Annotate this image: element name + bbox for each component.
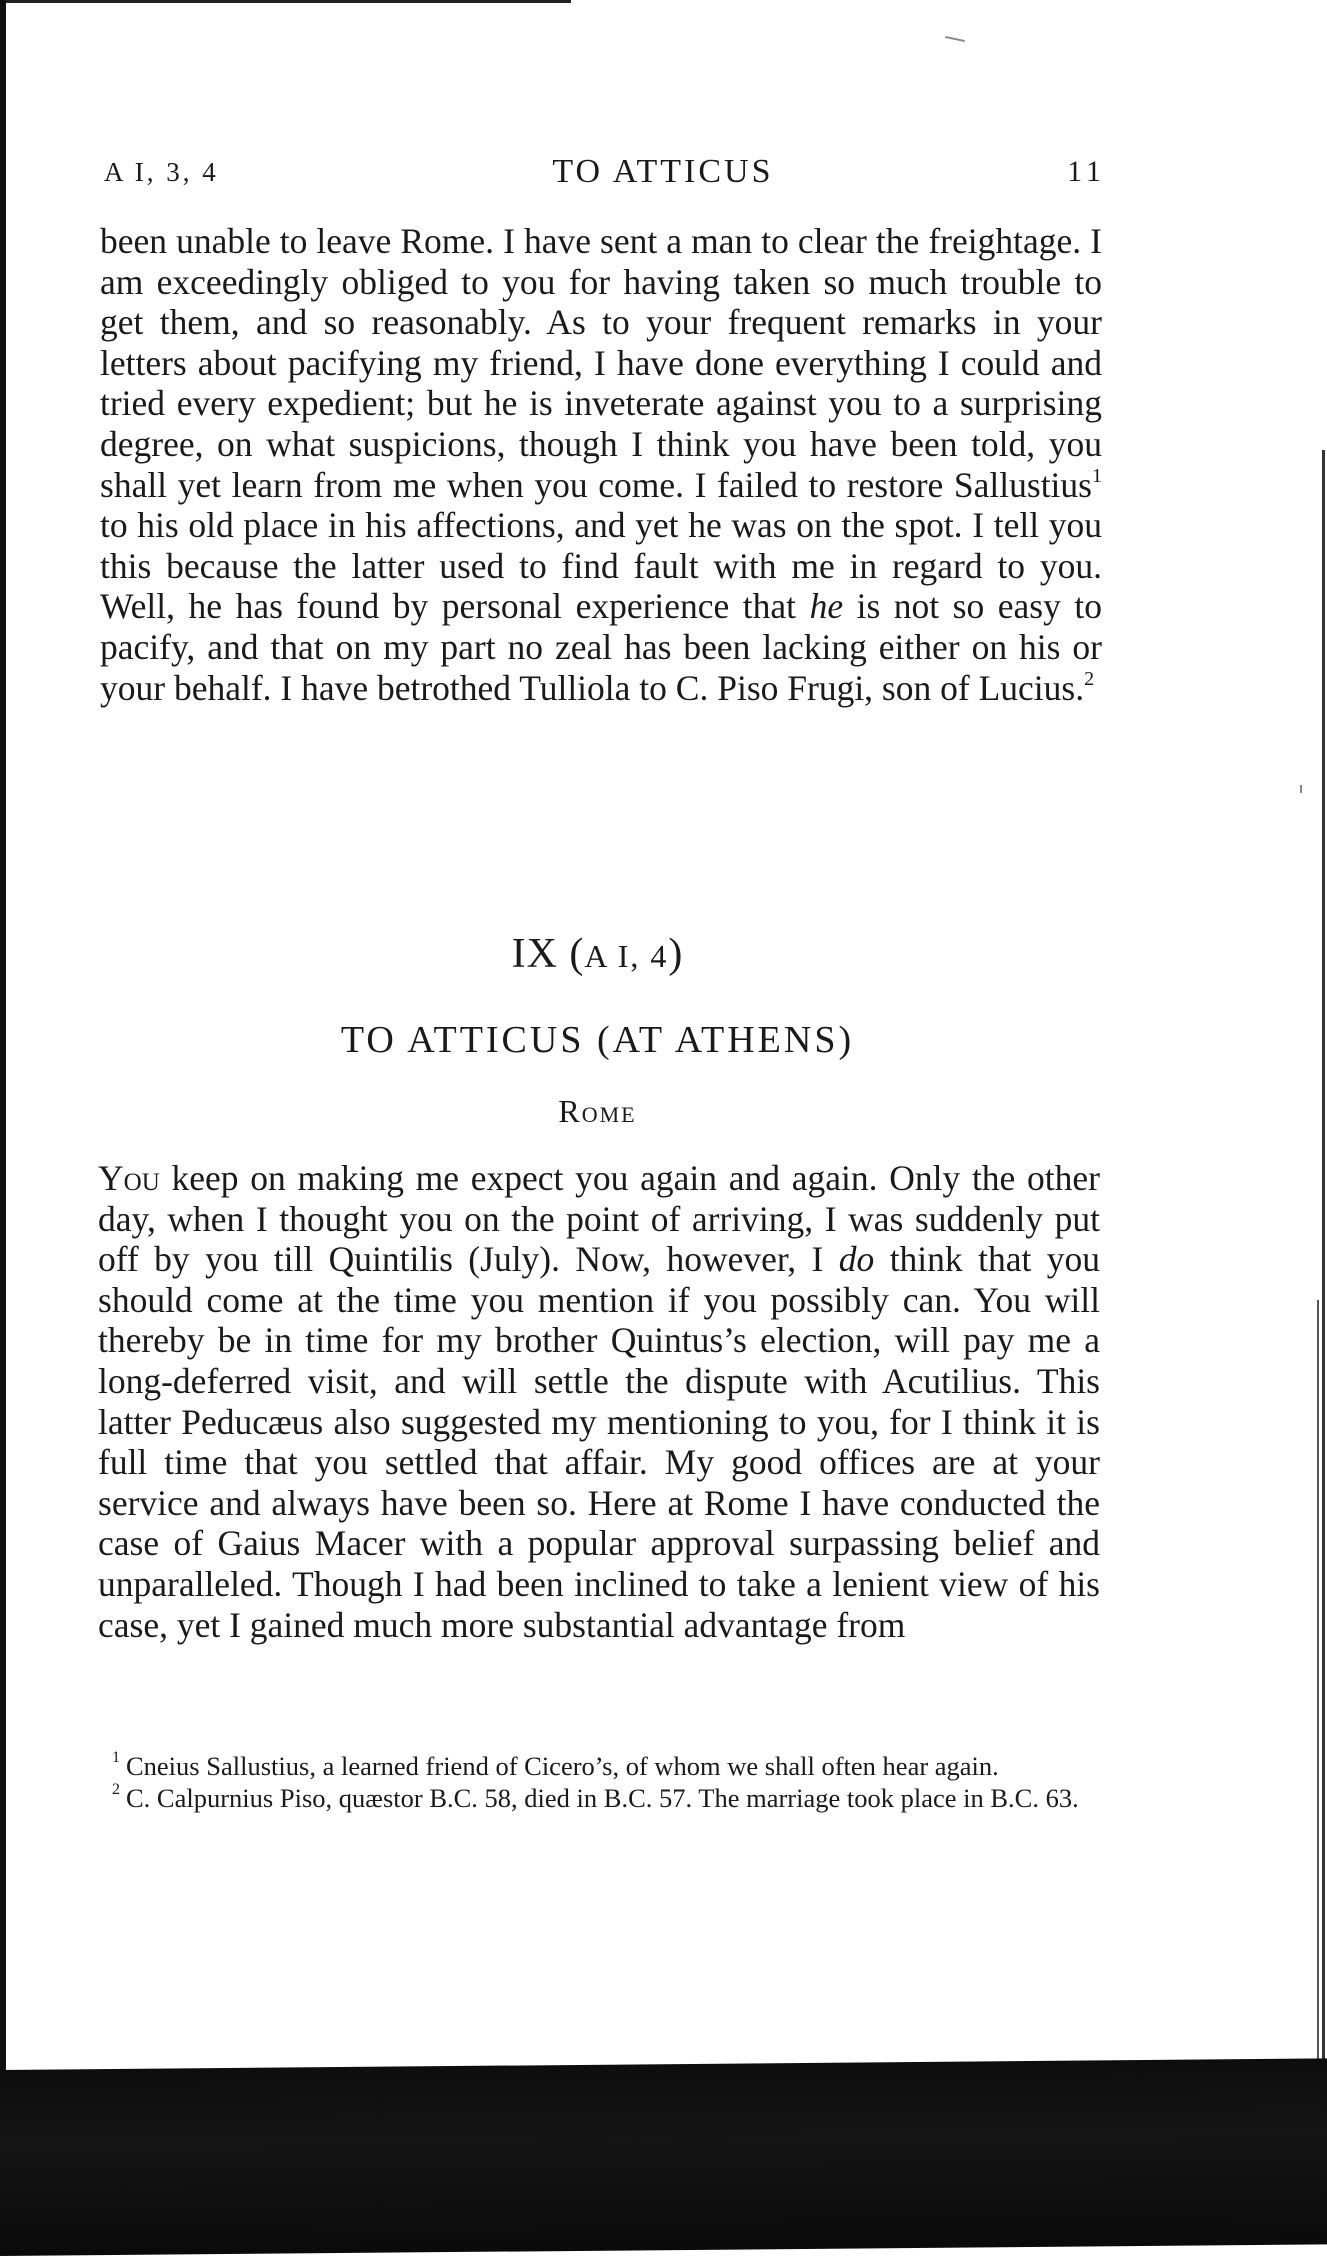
paren-open: (	[569, 931, 585, 977]
footnote-text: Cneius Sallustius, a learned friend of Cicero’s, of whom we shall often hear again.	[126, 1751, 999, 1781]
footnote-text: C. Calpurnius Piso, quæstor B.C. 58, died in B.C. 57. The marriage took place in B.C. 63.	[126, 1783, 1079, 1813]
paragraph-text: been unable to leave Rome. I have sent a man to clear the freightage. I am exceedingly obliged to you for having taken so much trouble to get them, and so reasonably. As to your frequent remarks in your letters about pacifying my friend, I have done everything I could and tried every expedient; but he is inveterate against you to a surprising degree, on what suspicions, though I think you have been told, you shall yet learn from me when you come. I failed to restore Sallustius	[100, 221, 1102, 505]
scan-bottom-shadow	[0, 2058, 1327, 2256]
paragraph-text: is not so easy to pacify, and that on my part no zeal has been lacking either on his or your behalf. I have betrothed Tulliola to C. Piso Frugi, son of Lucius.	[100, 586, 1102, 708]
scan-right-edge	[1322, 450, 1325, 2130]
paren-close: )	[668, 931, 684, 977]
letter-number: IX	[511, 931, 558, 977]
letter-body-paragraph	[98, 1158, 1100, 1645]
scan-speck	[1300, 785, 1302, 793]
paragraph-text: think that you should come at the time you mention if you possibly can. You will thereby be in time for my brother Quintus’s election, will pay me a long-deferred visit, and will settle the dispute with Acutilius. This latter Peducæus also suggested my mentioning to you, for I think it is full time that you settled that affair. My good offices are at your service and always have been so. Here at Rome I have conducted the case of Gaius Macer with a popular approval surpassing belief and unparalleled. Though I had been inclined to take a lenient view of his case, yet I gained much more substantial advantage from	[98, 1239, 1100, 1645]
scan-left-edge	[0, 0, 6, 2150]
running-head-reference: A I, 3, 4	[104, 156, 219, 187]
footnotes	[88, 1749, 1093, 1816]
paragraph-continued	[100, 221, 1102, 708]
scan-top-edge	[6, 0, 571, 3]
page-number: 11	[1067, 155, 1106, 188]
letter-reference: A I, 4	[584, 938, 669, 974]
paragraph-text: to his old place in his affections, and yet he was on the spot. I tell you this because the latter used to find fault with me in regard to you. Well, he has found by personal experience that	[100, 505, 1102, 627]
footnote-reference: 2	[1084, 667, 1095, 690]
footnote	[88, 1749, 1093, 1781]
running-head-title: TO ATTICUS	[552, 153, 774, 190]
letter-place: Rome	[558, 1093, 637, 1129]
footnote	[88, 1781, 1093, 1813]
scan-right-edge-inner	[1317, 1300, 1319, 2100]
footnote-mark: 2	[112, 1781, 120, 1799]
letter-addressee: TO ATTICUS (AT ATHENS)	[340, 1019, 855, 1061]
running-head	[104, 150, 1106, 194]
emphasis: do	[838, 1239, 875, 1280]
footnote-mark: 1	[112, 1749, 120, 1767]
emphasis: he	[809, 586, 844, 627]
opening-word: You	[98, 1158, 160, 1198]
scan-speck	[945, 36, 965, 42]
paragraph-text: keep on making me expect you again and again. Only the other day, when I thought you on the point of arriving, I was suddenly put off by you till Quintilis (July). Now, however, I	[98, 1158, 1100, 1280]
letter-number-heading	[0, 930, 1195, 978]
footnote-reference: 1	[1092, 464, 1102, 487]
